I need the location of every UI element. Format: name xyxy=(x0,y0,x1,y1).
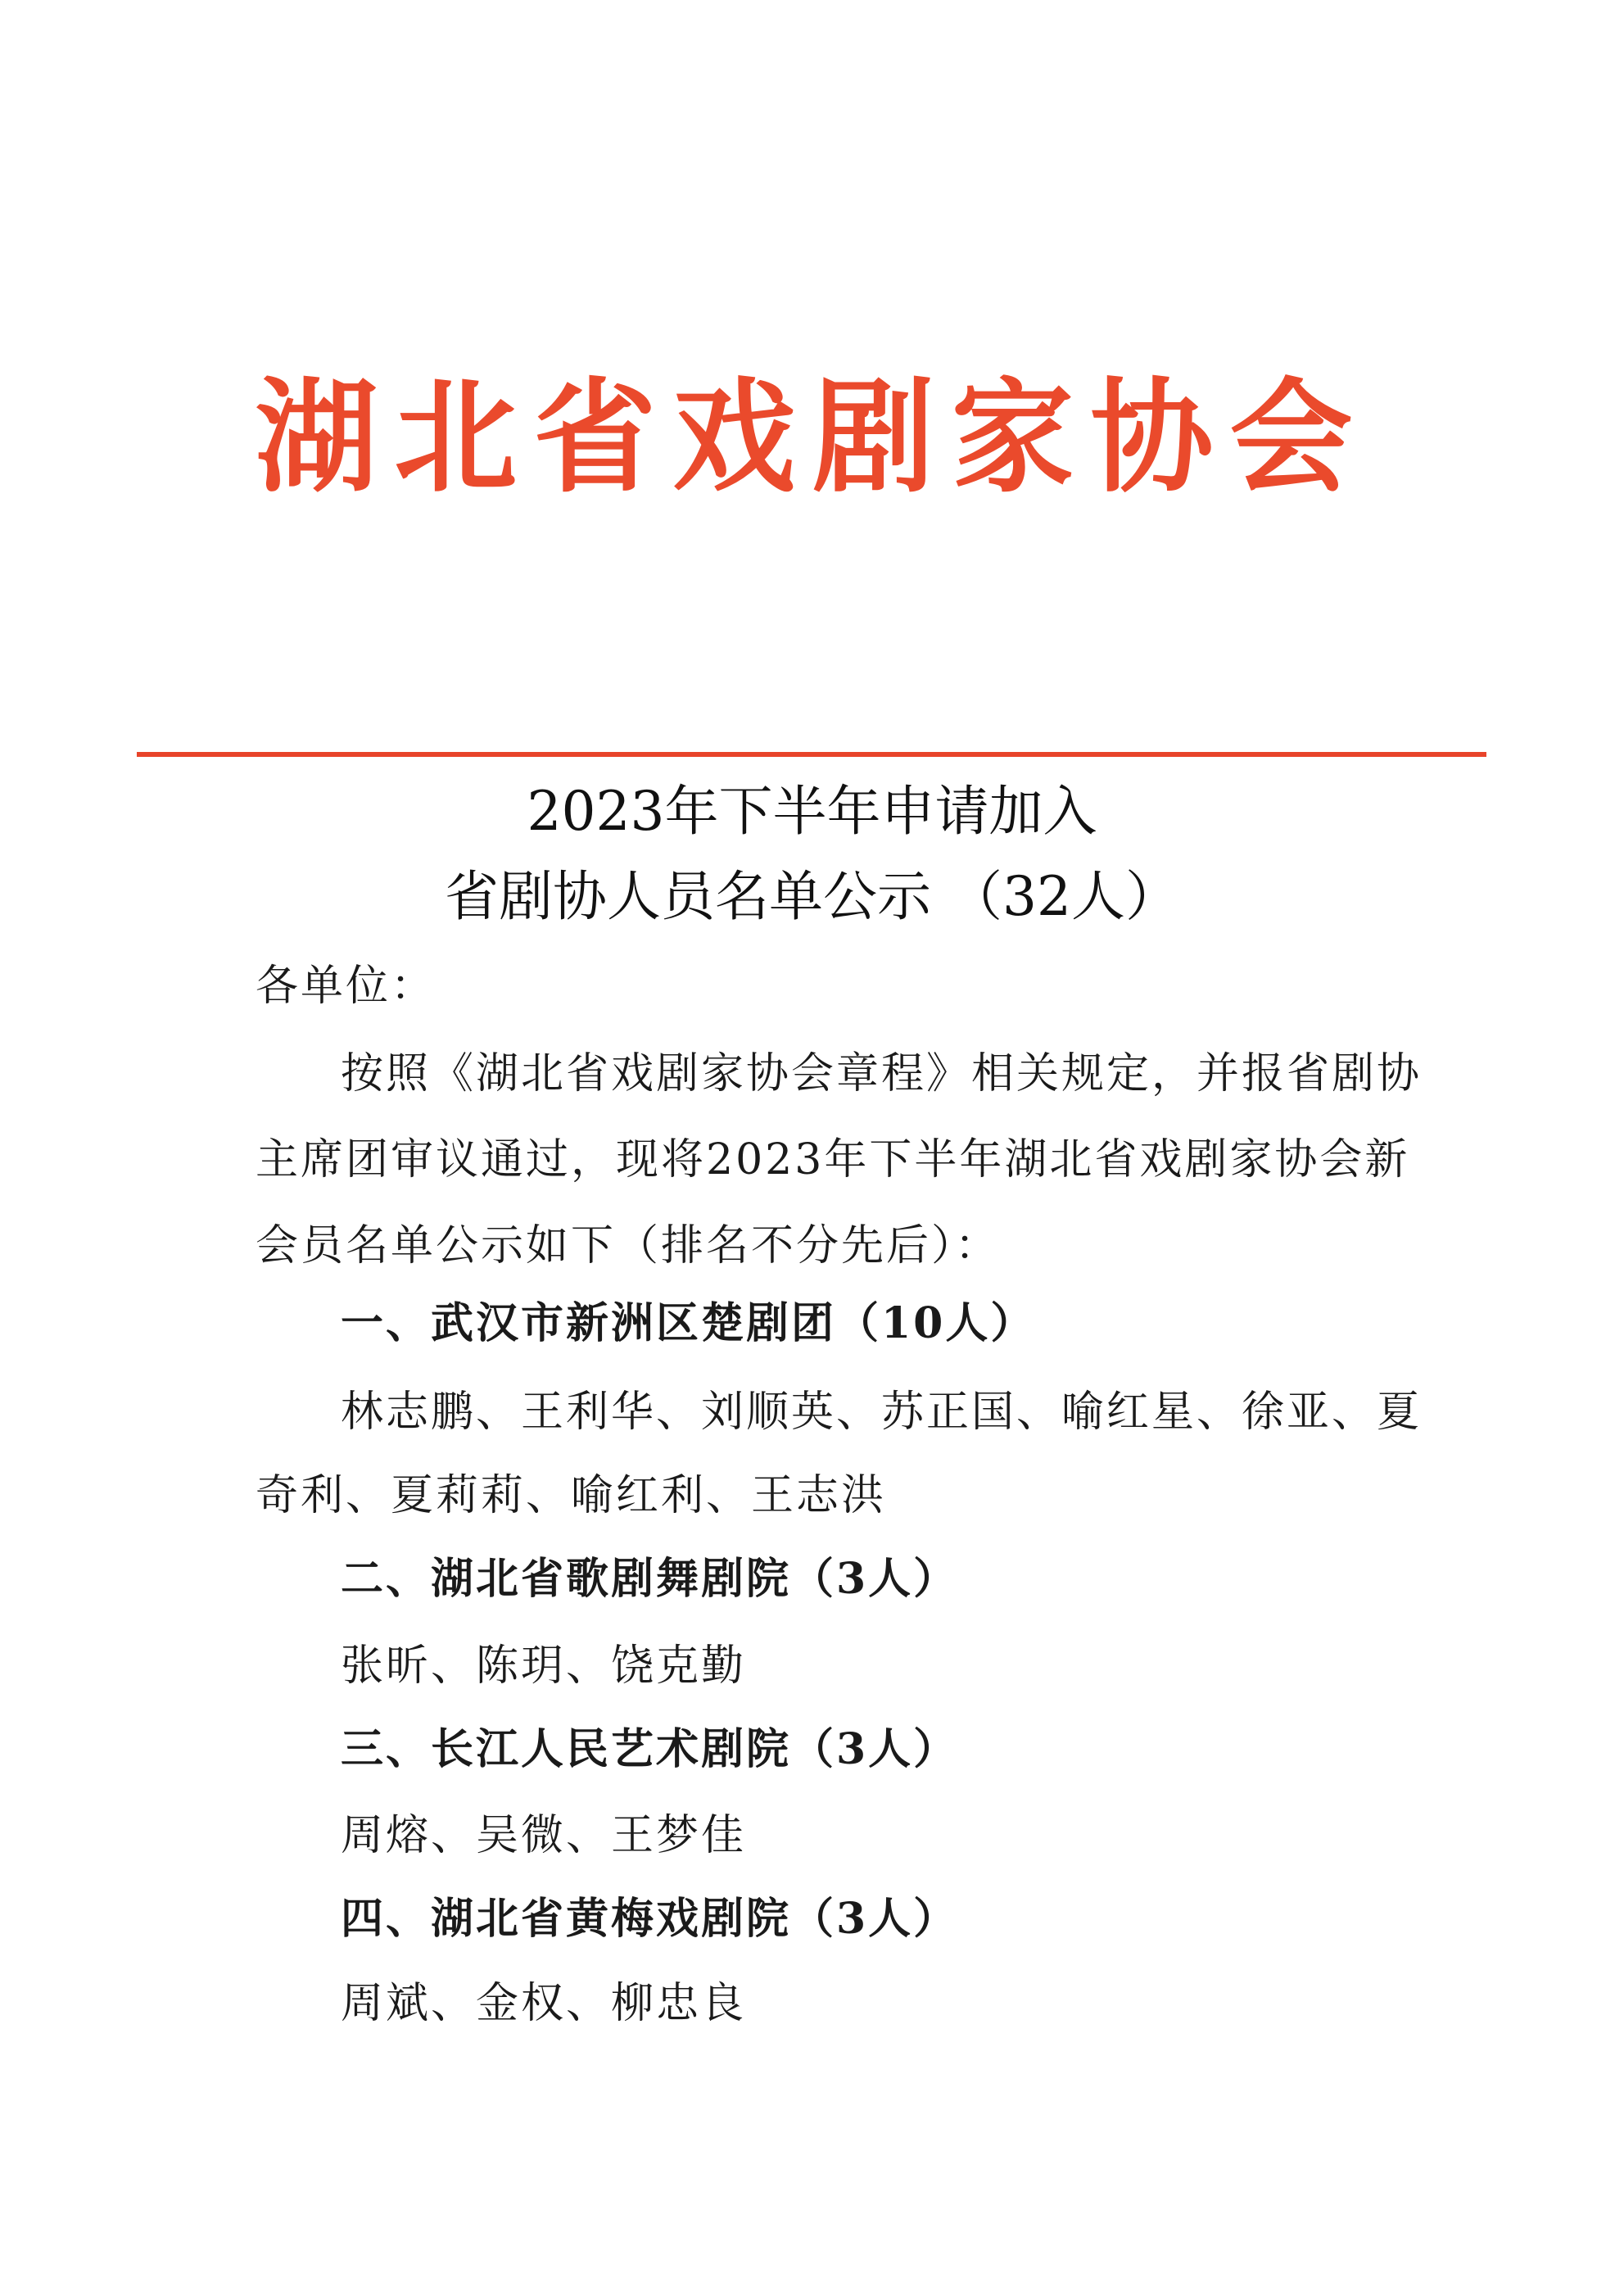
intro-line-2: 主席团审议通过，现将2023年下半年湖北省戏剧家协会新 xyxy=(256,1135,1410,1184)
section-names-4: 周斌、金权、柳忠良 xyxy=(341,1979,747,2028)
section-names-3: 周熔、吴微、王梦佳 xyxy=(341,1811,747,1860)
salutation: 各单位： xyxy=(256,962,437,1011)
section-names-2: 张昕、陈玥、饶克勤 xyxy=(341,1642,747,1691)
section-heading-3: 三、长江人民艺术剧院（3人） xyxy=(341,1724,959,1774)
masthead-title: 湖北省戏剧家协会 xyxy=(255,367,1369,509)
section-heading-4: 四、湖北省黄梅戏剧院（3人） xyxy=(341,1894,959,1944)
section-names-1-line-1: 林志鹏、王利华、刘顺英、苏正国、喻红星、徐亚、夏 xyxy=(341,1388,1423,1437)
section-heading-2: 二、湖北省歌剧舞剧院（3人） xyxy=(341,1554,959,1604)
intro-line-3: 会员名单公示如下（排名不分先后）： xyxy=(256,1221,1001,1270)
document-title-line-1: 2023年下半年申请加入 xyxy=(527,780,1097,843)
section-names-1-line-2: 奇利、夏莉莉、喻红利、王志洪 xyxy=(256,1471,887,1520)
document-title-line-2: 省剧协人员名单公示 （32人） xyxy=(445,865,1179,928)
red-divider xyxy=(137,752,1486,757)
section-heading-1: 一、武汉市新洲区楚剧团（10人） xyxy=(341,1298,1036,1348)
intro-line-1: 按照《湖北省戏剧家协会章程》相关规定，并报省剧协 xyxy=(341,1049,1423,1098)
